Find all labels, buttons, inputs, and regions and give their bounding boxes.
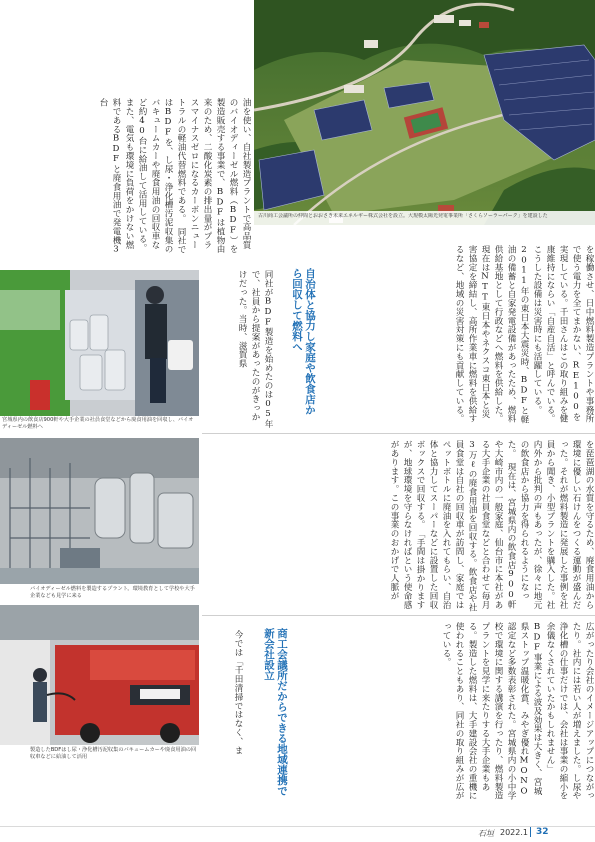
footer-rule	[0, 826, 595, 827]
oil-collection-photo	[0, 270, 199, 416]
section-1-text: 同社がBDF製造を始めたのは05年で、社員から提案があったのがきっかけだった。当時、滋賀県	[237, 270, 273, 429]
refuel-truck-caption: 製造したBDFはし尿・浄化槽汚泥収集のバキュームカーや廃食用油の回収車などに給油して活用	[30, 747, 197, 760]
page-number: 32	[536, 827, 549, 837]
page-separator	[530, 827, 531, 837]
section-heading-1: 自治体と協力し家庭や飲食店から回収して燃料へ	[291, 268, 316, 415]
body-text-mid-right: を稼働させ、日中燃料製造プラントや事務所で使う電力を全てまかない、RE100を実現している。千田さんはこの取り組みを健康維持にならい「自産自活」と呼んでいる。 こうした設備は災害時にも活躍している。2011年の東日本大震災時、BDFと軽油の備蓄と自家発電設備があったため、燃料供給基地として行政などへ燃料を供給した。現在はNTT東日本やネクスコ東日本と災害協定を締結し、高所作業車に燃料を供給するなど、地域の災害対策にも貢献している。	[454, 245, 594, 428]
magazine-name: 石垣	[478, 829, 494, 838]
solar-park-photo	[254, 0, 595, 225]
oil-collection-caption: 宮城県内の飲食店900軒や大手企業の社員食堂などから廃食用油を回収し、バイオディーゼル燃料へ	[2, 417, 194, 430]
body-text-top: 油を使い、自社製造プラントで高品質のバイオディーゼル燃料（BDF）を製造販売する事業で、BDFは植物由来のため、二酸化炭素の排出量がプラスマイナスゼロになるカーボンニュートラルの軽油代替燃料である。 同社ではBDFを、し尿・浄化槽汚泥収集のバキュームカーや廃食用油の回収車など約40台に給油して活用している。また、電気も環境に負荷をかけない燃料であるBDFと廃食用油で発電機3台	[98, 98, 251, 255]
section-heading-2: 商工会議所だからできる地域連携で新会社設立	[263, 628, 288, 796]
issue-date: 2022.1	[500, 828, 528, 837]
body-text-bottom-right: 広がったり会社のイメージアップにつながったり。社内には若い人が増えました。し尿や浄化槽の仕事だけでは、会社は事業の縮小を余儀なくされていたかもしれません」 BDF事業による波及効果は大きく、宮城県ストップ温暖化賞、みやぎ優れMONO認定など多数表彰された。宮城県内の小中学校で環境に関する講演を行ったり、燃料製造プラントを見学に来たりする大手企業もある。製造した燃料は、大手建設会社の重機に使われることもあり、同社の取り組みが広がっている。	[441, 622, 594, 800]
bdf-plant-photo	[0, 438, 199, 584]
divider-mid	[202, 433, 595, 434]
solar-park-caption: 古川商工会議所の仲間とおおさき未来エネルギー株式会社を設立。大規模太陽光発電事業所「さくらソーラーパーク」を建設した	[258, 213, 548, 219]
section-2-text: 今では「千田清掃ではなく、ま	[233, 630, 243, 755]
footer-bar	[0, 826, 595, 842]
bdf-plant-caption: バイオディーゼル燃料を製造するプラント。環境教育として学校や大手企業なども見学に来る	[30, 586, 195, 599]
body-text-mid-left: を琵琶湖の水質を守るため、廃食用油から環境に優しい石けんをつくる運動が盛んだった。それが燃料製造に発展した事例を社員から聞き、小型プラントを購入した。社内外から批判の声もあったが、徐々に地元の飲食店から協力を得られるようになった。 現在は、宮城県内の飲食店900軒や大崎市内の一般家庭、仙台市に本社がある大手企業の社員食堂などと合わせて毎月3万ℓの廃食用油を回収する。飲食店や社員食堂は自社の回収車が訪問し、家庭ではペットボトルに廃油を入れてもらい、自治体と協力してスーパーなどに設置した回収ボックスで回収する。 「手間は掛かりますが、地球環境を守らなければという使命感があります。この事業のおかげで人脈が	[389, 440, 594, 612]
divider-low	[202, 615, 595, 616]
refuel-truck-photo	[0, 605, 199, 745]
